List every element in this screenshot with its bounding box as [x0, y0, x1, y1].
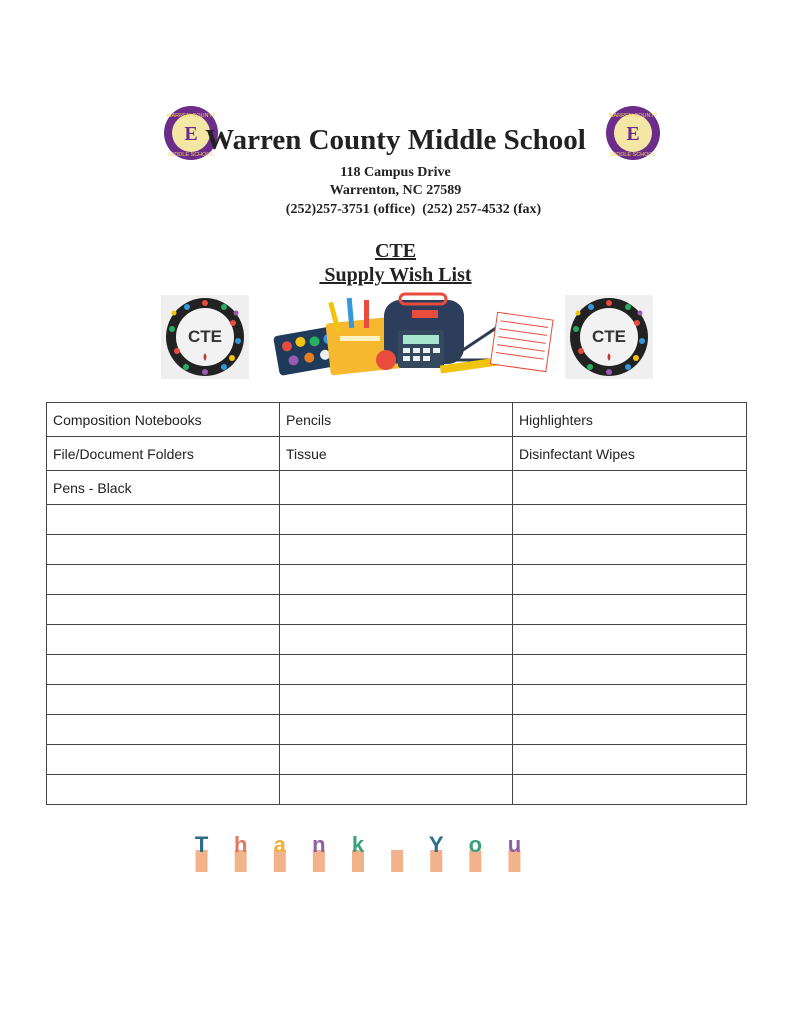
school-supplies-illustration [272, 290, 554, 382]
table-cell [47, 745, 280, 775]
table-cell [47, 715, 280, 745]
table-cell [280, 471, 513, 505]
table-cell [513, 565, 747, 595]
table-row [47, 655, 747, 685]
table-cell [513, 775, 747, 805]
table-cell [280, 715, 513, 745]
table-cell: File/Document Folders [47, 437, 280, 471]
thank-you-letter: u [507, 832, 522, 857]
svg-text:MIDDLE SCHOOL: MIDDLE SCHOOL [610, 152, 656, 158]
table-cell [513, 655, 747, 685]
table-cell: Disinfectant Wipes [513, 437, 747, 471]
table-row [47, 775, 747, 805]
table-cell [513, 715, 747, 745]
address-city: Warrenton, NC 27589 [329, 183, 462, 198]
table-row [47, 505, 747, 535]
table-cell [280, 685, 513, 715]
table-cell [47, 505, 280, 535]
svg-text:E: E [184, 123, 198, 145]
cte-badge-left [161, 295, 249, 379]
svg-text:E: E [626, 123, 640, 145]
table-cell [513, 535, 747, 565]
table-cell [280, 505, 513, 535]
thank-you-letter: a [273, 832, 286, 857]
table-cell [513, 685, 747, 715]
table-row [47, 685, 747, 715]
table-cell [513, 505, 747, 535]
thank-you-letter: k [351, 832, 365, 857]
table-row [47, 535, 747, 565]
thank-you-letter: T [194, 832, 209, 857]
table-cell [280, 775, 513, 805]
table-cell [280, 565, 513, 595]
table-cell [513, 471, 747, 505]
table-cell [47, 565, 280, 595]
thank-you-banner [182, 828, 534, 872]
svg-text:MIDDLE SCHOOL: MIDDLE SCHOOL [168, 152, 214, 158]
school-name: Warren County Middle School [205, 124, 586, 156]
cte-badge-right [565, 295, 653, 379]
table-cell [280, 595, 513, 625]
thank-you-letter: h [233, 832, 248, 857]
table-cell [280, 655, 513, 685]
title-cte: CTE [374, 240, 417, 262]
table-cell [47, 775, 280, 805]
table-row [47, 715, 747, 745]
address-street: 118 Campus Drive [340, 165, 451, 180]
table-cell [47, 595, 280, 625]
table-cell [47, 625, 280, 655]
table-row [47, 565, 747, 595]
table-cell [47, 685, 280, 715]
phone-fax-line: (252)257-3751 (office) (252) 257-4532 (fax) [285, 202, 542, 217]
table-cell: Composition Notebooks [47, 403, 280, 437]
table-cell [513, 625, 747, 655]
table-cell [280, 625, 513, 655]
thank-you-letter: n [312, 832, 326, 857]
supply-wish-table [46, 402, 747, 805]
thank-you-letter: o [468, 832, 483, 857]
table-row [47, 437, 747, 471]
table-row [47, 595, 747, 625]
table-cell: Pencils [280, 403, 513, 437]
table-cell: Highlighters [513, 403, 747, 437]
svg-text:CTE: CTE [592, 327, 626, 346]
table-cell [513, 745, 747, 775]
thank-you-letter: Y [428, 832, 444, 857]
hand [391, 850, 403, 872]
table-row [47, 471, 747, 505]
table-cell [513, 595, 747, 625]
svg-text:CTE: CTE [188, 327, 222, 346]
table-cell: Tissue [280, 437, 513, 471]
table-cell [47, 535, 280, 565]
title-supply-wish-list: Supply Wish List [319, 264, 472, 286]
table-cell: Pens - Black [47, 471, 280, 505]
svg-text:WARREN COUNTY: WARREN COUNTY [166, 113, 216, 119]
table-row [47, 625, 747, 655]
table-row [47, 403, 747, 437]
table-cell [280, 745, 513, 775]
table-row [47, 745, 747, 775]
table-cell [280, 535, 513, 565]
svg-text:WARREN COUNTY: WARREN COUNTY [608, 113, 658, 119]
table-cell [47, 655, 280, 685]
